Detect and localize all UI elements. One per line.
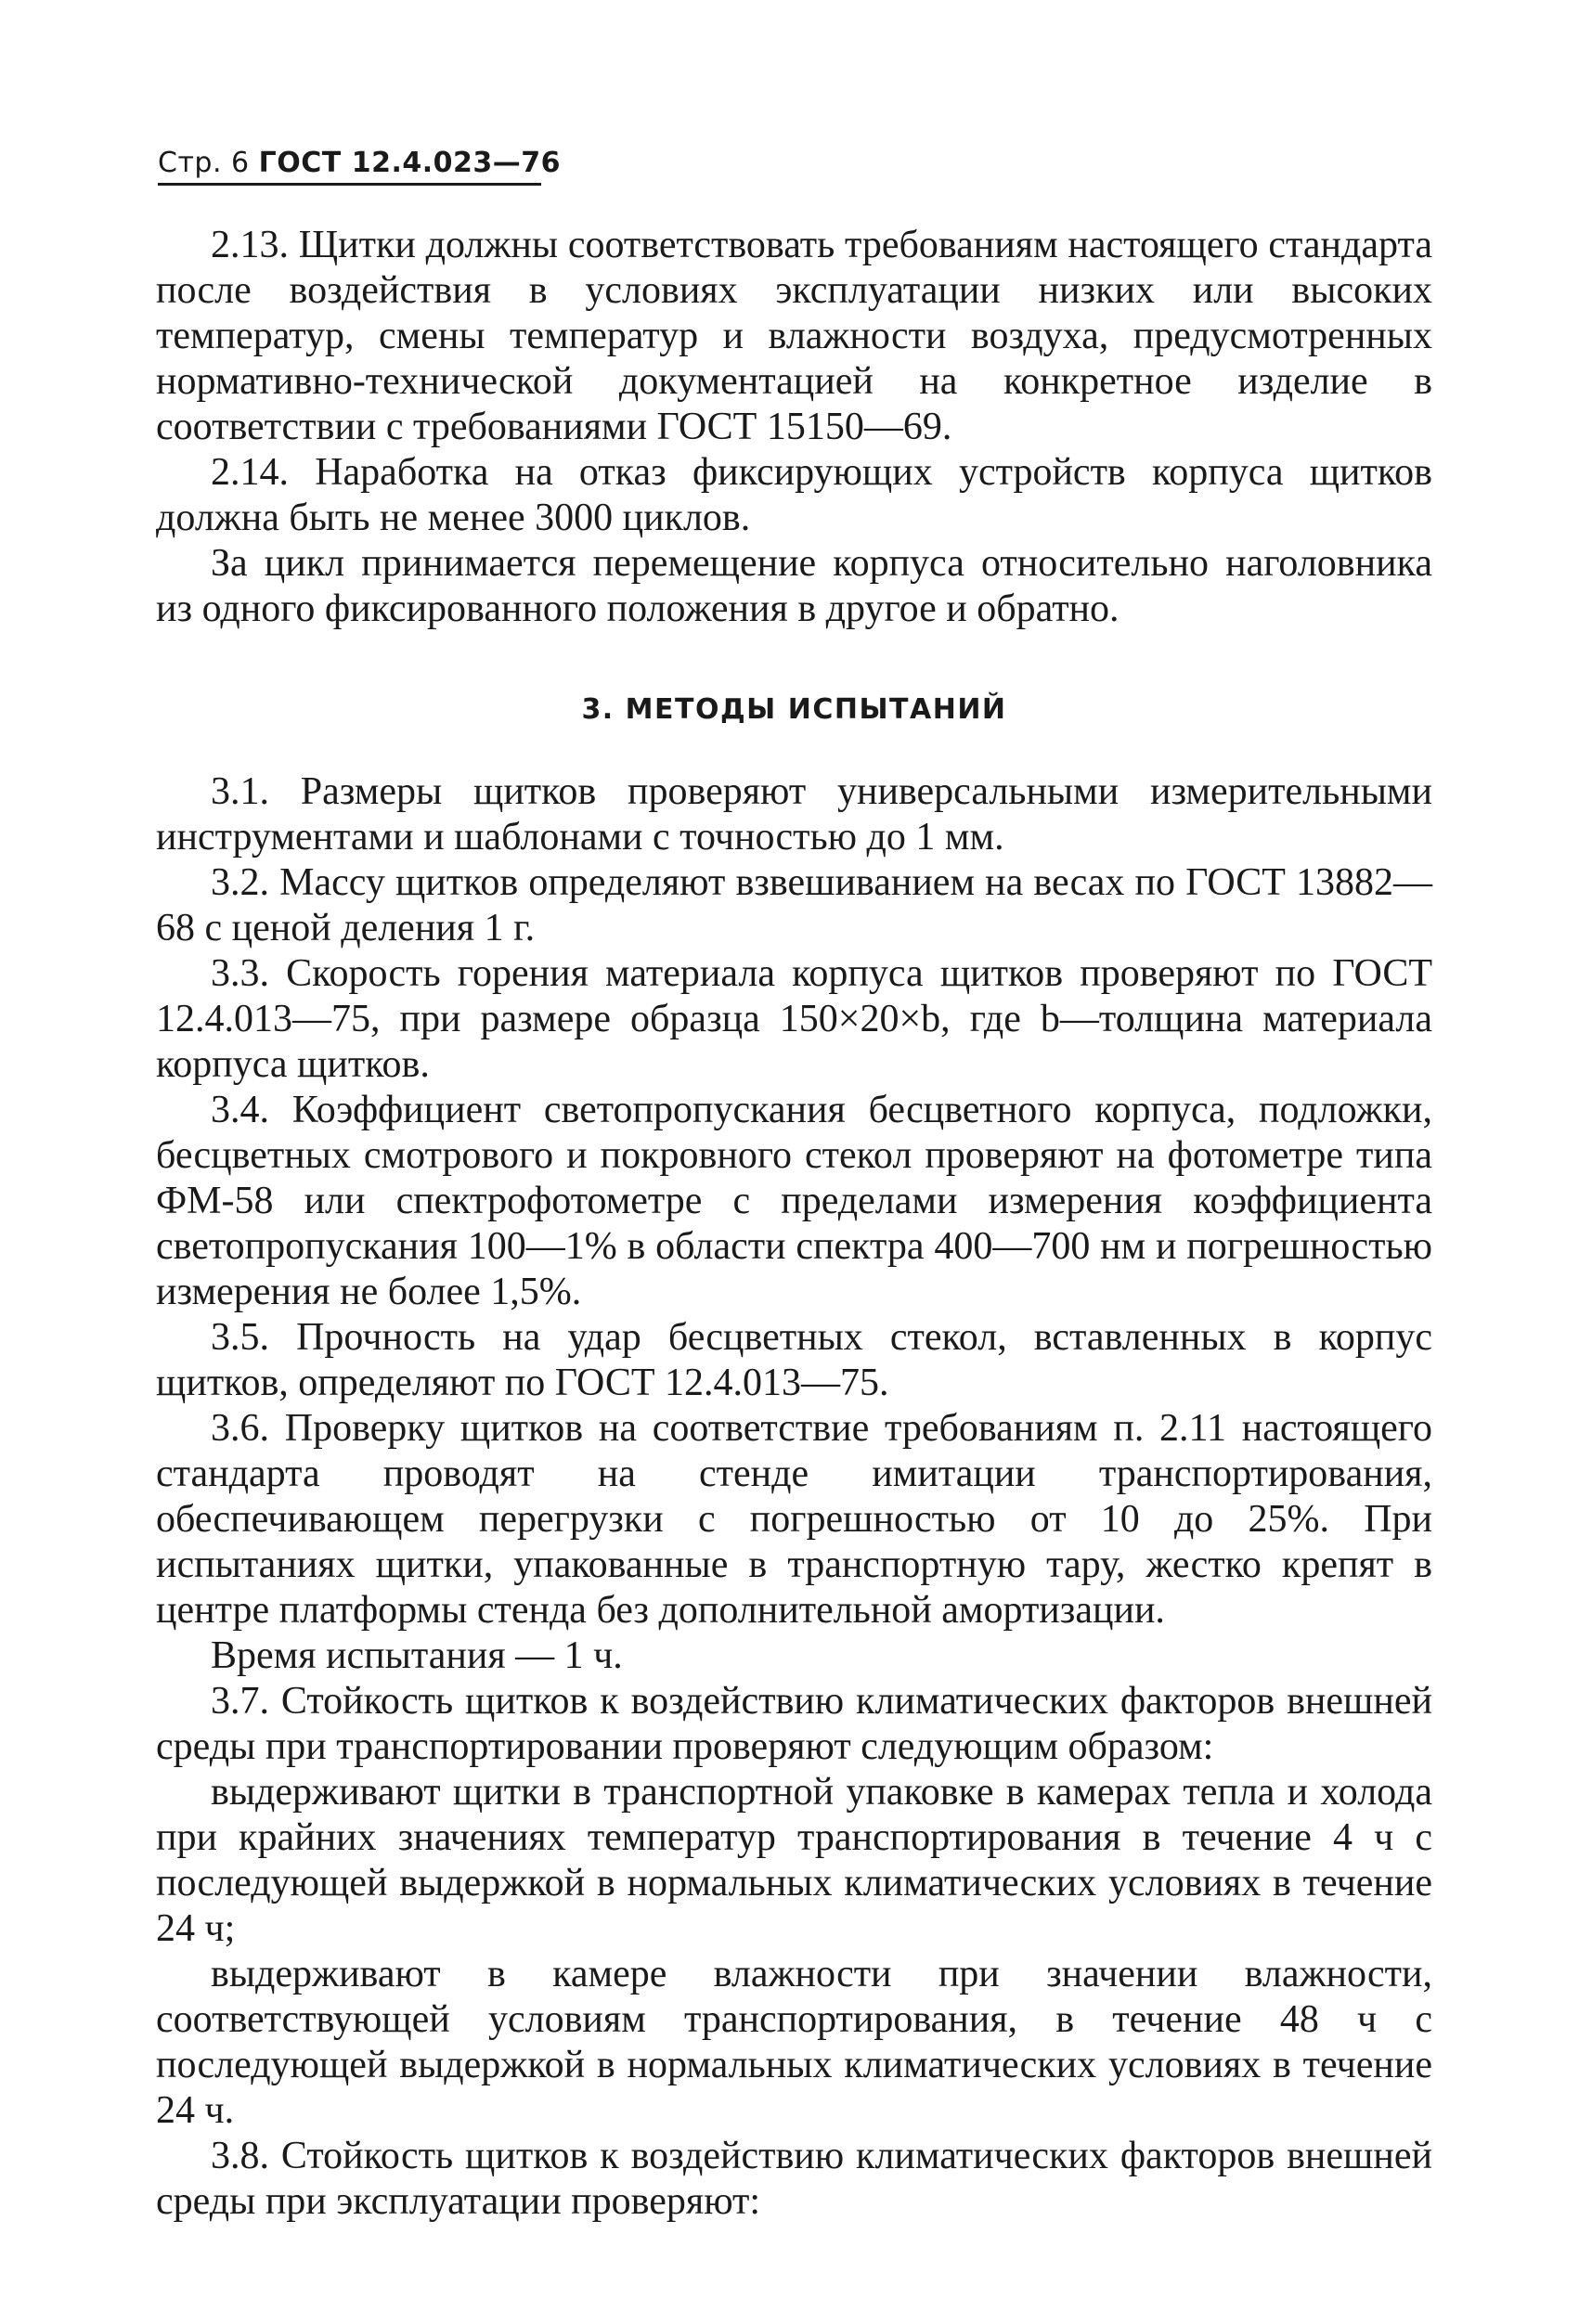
page-number: Стр. 6 <box>158 147 250 179</box>
page-header <box>158 147 561 186</box>
paragraph-3-5: 3.5. Прочность на удар бесцветных стекол, вставленных в корпус щитков, определяют по ГОСТ 12.4.013—75. <box>156 1316 1432 1404</box>
standard-number: ГОСТ 12.4.023—76 <box>258 147 562 179</box>
paragraph-2-14: 2.14. Наработка на отказ фиксирующих устройств корпуса щитков должна быть не менее 3000 циклов. <box>156 451 1432 539</box>
paragraph-3-8: 3.8. Стойкость щитков к воздействию климатических факторов внешней среды при эксплуатации проверяют: <box>156 2135 1432 2223</box>
section-title: 3. МЕТОДЫ ИСПЫТАНИЙ <box>581 693 1007 726</box>
paragraph-3-4: 3.4. Коэффициент светопропускания бесцветного корпуса, подложки, бесцветных смотрового и покровного стекол проверяют на фотометре типа ФМ-58 или спектрофотометре с пределами измерения коэффициента светопропускания 100—1% в области спектра 400—700 нм и погрешностью измерения не более 1,5%. <box>156 1089 1432 1313</box>
paragraph-test-time: Время испытания — 1 ч. <box>211 1634 623 1677</box>
paragraph-3-1: 3.1. Размеры щитков проверяют универсальными измерительными инструментами и шаблонами с точностью до 1 мм. <box>156 770 1432 859</box>
paragraph-3-7-humidity: выдерживают в камере влажности при значении влажности, соответствующей условиям транспортирования, в течение 48 ч с последующей выдержкой в нормальных климатических условиях в течение 24 ч. <box>156 1953 1432 2132</box>
paragraph-cycle-definition: За цикл принимается перемещение корпуса относительно наголовника из одного фиксированного положения в другое и обратно. <box>156 542 1432 630</box>
paragraph-3-7-heat-cold: выдерживают щитки в транспортной упаковке в камерах тепла и холода при крайних значениях температур транспортирования в течение 4 ч с последующей выдержкой в нормальных климатических условиях в течение 24 ч; <box>156 1771 1432 1950</box>
paragraph-3-3: 3.3. Скорость горения материала корпуса щитков проверяют по ГОСТ 12.4.013—75, при размере образца 150×20×b, где b—толщина материала корпуса щитков. <box>156 952 1432 1086</box>
paragraph-3-2: 3.2. Массу щитков определяют взвешиванием на весах по ГОСТ 13882—68 с ценой деления 1 г. <box>156 861 1432 949</box>
document-body <box>156 223 1432 2225</box>
paragraph-2-13: 2.13. Щитки должны соответствовать требованиям настоящего стандарта после воздействия в условиях эксплуатации низких или высоких температур, смены температур и влажности воздуха, предусмотренных нормативно-технической документацией на конкретное изделие в соответствии с требованиями ГОСТ 15150—69. <box>156 224 1432 448</box>
paragraph-3-7: 3.7. Стойкость щитков к воздействию климатических факторов внешней среды при транспортировании проверяют следующим образом: <box>156 1680 1432 1768</box>
header-underline <box>158 183 541 186</box>
paragraph-3-6: 3.6. Проверку щитков на соответствие требованиям п. 2.11 настоящего стандарта проводят на стенде имитации транспортирования, обеспечивающем перегрузки с погрешностью от 10 до 25%. При испытаниях щитки, упакованные в транспортную тару, жестко крепят в центре платформы стенда без дополнительной амортизации. <box>156 1407 1432 1632</box>
